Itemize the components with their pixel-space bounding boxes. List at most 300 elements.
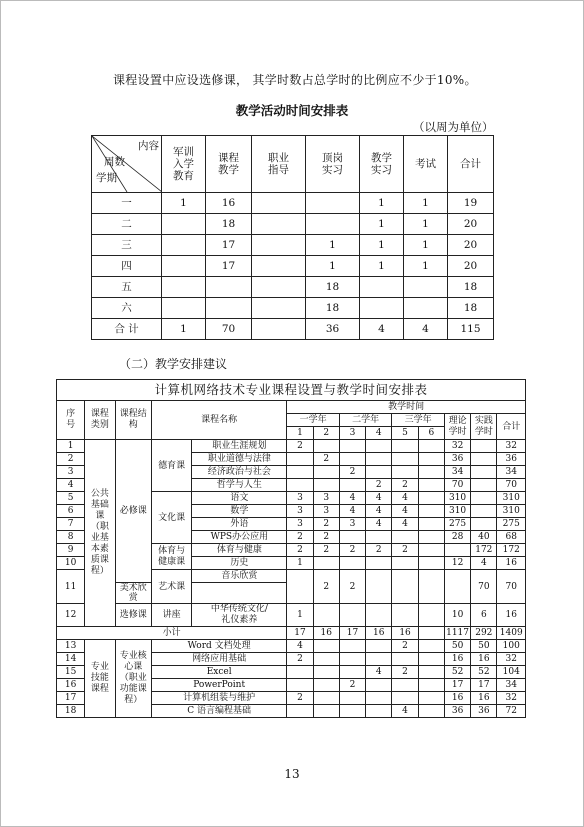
table-cell: 2 <box>366 479 392 492</box>
table-cell: 32 <box>497 440 526 453</box>
table-cell: 32 <box>444 440 470 453</box>
table-cell: 34 <box>497 466 526 479</box>
table-cell <box>418 653 444 666</box>
header-teaching-time: 教学时间 <box>287 401 526 414</box>
table-cell <box>339 705 365 718</box>
table-cell <box>471 505 497 518</box>
table-cell: 4 <box>360 319 404 340</box>
table-cell <box>313 466 339 479</box>
course-name: Excel <box>151 666 286 679</box>
table-cell: 275 <box>444 518 470 531</box>
table-cell: 70 <box>497 479 526 492</box>
group-pe-health: 体育与 健康课 <box>151 544 191 570</box>
table-cell <box>418 440 444 453</box>
table-cell: 2 <box>392 640 418 653</box>
table-cell: 2 <box>339 544 365 557</box>
table-cell <box>418 627 444 640</box>
table-cell <box>418 570 444 604</box>
table-cell: 2 <box>339 466 365 479</box>
course-name: WPS办公应用 <box>192 531 287 544</box>
table-cell: 4 <box>404 319 448 340</box>
table-cell <box>392 692 418 705</box>
header-term: 1 <box>287 427 313 440</box>
table-cell: 16 <box>444 653 470 666</box>
table1-header-cell: 教学 实习 <box>360 136 404 193</box>
table-cell <box>418 466 444 479</box>
table-cell <box>471 453 497 466</box>
table-cell: 20 <box>448 235 494 256</box>
table-cell: 36 <box>497 453 526 466</box>
table-cell <box>252 298 306 319</box>
table-cell <box>306 193 360 214</box>
header-term: 6 <box>418 427 444 440</box>
table-cell <box>162 298 206 319</box>
table-cell <box>206 277 252 298</box>
table-cell <box>162 277 206 298</box>
table-cell <box>339 653 365 666</box>
structure-elective: 选修课 <box>115 604 151 627</box>
table-cell: 16 <box>313 627 339 640</box>
course-name: C 语言编程基础 <box>151 705 286 718</box>
table-cell <box>360 298 404 319</box>
table1-header-cell: 合计 <box>448 136 494 193</box>
table-cell <box>392 440 418 453</box>
header-practice-hours: 实践 学时 <box>471 414 497 440</box>
table-row <box>92 214 494 235</box>
row-seq: 12 <box>57 604 85 627</box>
table-cell: 52 <box>471 666 497 679</box>
table-cell: 3 <box>287 505 313 518</box>
table-cell: 19 <box>448 193 494 214</box>
row-seq: 2 <box>57 453 85 466</box>
table-cell <box>418 679 444 692</box>
table-cell <box>313 557 339 570</box>
table1-header-cell: 顶岗 实习 <box>306 136 360 193</box>
table-row <box>92 319 494 340</box>
table-cell: 4 <box>392 705 418 718</box>
row-seq: 18 <box>57 705 85 718</box>
table-cell: 2 <box>287 653 313 666</box>
table-cell <box>287 479 313 492</box>
table-cell <box>339 453 365 466</box>
table-cell: 20 <box>448 214 494 235</box>
table-cell: 32 <box>497 653 526 666</box>
table-cell <box>366 557 392 570</box>
table-cell <box>418 531 444 544</box>
table-cell <box>471 492 497 505</box>
table-cell <box>404 298 448 319</box>
table-cell: 4 <box>287 640 313 653</box>
table-cell: 36 <box>444 453 470 466</box>
table-cell <box>252 235 306 256</box>
table-cell <box>392 570 418 604</box>
course-name: 音乐欣赏 <box>192 570 287 583</box>
table-cell: 172 <box>471 544 497 557</box>
subtotal-label: 小计 <box>57 627 287 640</box>
header-structure: 课程结 构 <box>115 401 151 440</box>
table-cell: 1 <box>287 557 313 570</box>
table-cell <box>366 679 392 692</box>
table-cell <box>339 557 365 570</box>
structure-core: 专业核 心课 （职业 功能课 程） <box>115 640 151 718</box>
table-cell <box>162 214 206 235</box>
table-cell <box>418 518 444 531</box>
table-cell <box>339 640 365 653</box>
table-cell: 292 <box>471 627 497 640</box>
table-cell: 17 <box>287 627 313 640</box>
row-seq: 9 <box>57 544 85 557</box>
group-lecture: 讲座 <box>151 604 191 627</box>
table-cell: 3 <box>287 518 313 531</box>
table-cell <box>392 604 418 627</box>
table-cell: 1117 <box>446 628 470 638</box>
header-year-1: 一学年 <box>287 414 340 427</box>
table-cell: 1 <box>306 235 360 256</box>
table-cell: 2 <box>313 570 339 604</box>
table-cell: 1 <box>287 604 313 627</box>
table-cell <box>252 277 306 298</box>
table-cell: 16 <box>392 627 418 640</box>
course-name: Word 文档处理 <box>151 640 286 653</box>
header-term: 3 <box>339 427 365 440</box>
table2-caption-row <box>57 380 526 401</box>
header-course-name: 课程名称 <box>151 401 286 440</box>
table-cell: 2 <box>287 544 313 557</box>
table-cell <box>366 604 392 627</box>
table-cell: 36 <box>306 319 360 340</box>
table-cell: 2 <box>366 544 392 557</box>
table-cell <box>471 466 497 479</box>
table-cell <box>418 692 444 705</box>
category-professional: 专业 技能 课程 <box>85 640 115 718</box>
table-cell: 4 <box>392 505 418 518</box>
table-row <box>92 298 494 319</box>
header-year-3: 三学年 <box>392 414 445 427</box>
table1-header-cell: 课程 教学 <box>206 136 252 193</box>
table-cell <box>418 453 444 466</box>
row-seq: 14 <box>57 653 85 666</box>
table-cell: 18 <box>206 214 252 235</box>
table-cell: 3 <box>339 518 365 531</box>
table-cell: 4 <box>366 492 392 505</box>
table-cell <box>392 466 418 479</box>
table-row <box>92 235 494 256</box>
table-cell <box>366 531 392 544</box>
table-cell: 17 <box>206 256 252 277</box>
table1-title: 教学活动时间安排表 <box>235 103 349 118</box>
table-cell <box>287 453 313 466</box>
table-cell: 18 <box>306 277 360 298</box>
table-cell <box>418 705 444 718</box>
table-cell: 18 <box>448 277 494 298</box>
table-cell <box>404 277 448 298</box>
header-seq: 序 号 <box>57 401 85 440</box>
table-cell: 一 <box>92 193 162 214</box>
table1-header-row <box>92 136 494 193</box>
group-moral: 德育课 <box>151 440 191 492</box>
page-number: 13 <box>284 767 300 781</box>
table-cell <box>252 214 306 235</box>
table2-header-row <box>57 401 526 414</box>
intro-paragraph: 课程设置中应设选修课， 其学时数占总学时的比例应不少于10%。 <box>113 73 477 87</box>
table-cell <box>392 679 418 692</box>
table-cell <box>366 440 392 453</box>
table-cell: 1 <box>360 235 404 256</box>
table-cell <box>392 557 418 570</box>
section-heading: （二）教学安排建议 <box>119 357 228 371</box>
table-cell: 1 <box>404 256 448 277</box>
table-cell: 50 <box>471 640 497 653</box>
table-cell <box>366 692 392 705</box>
table-cell: 4 <box>366 666 392 679</box>
corner-label-content: 内容 <box>138 140 159 152</box>
table-cell <box>313 705 339 718</box>
table-row <box>57 604 526 627</box>
course-schedule-table <box>56 379 526 718</box>
table-cell: 40 <box>471 531 497 544</box>
table-cell: 1 <box>162 193 206 214</box>
table-cell: 16 <box>366 627 392 640</box>
header-theory-hours: 理论 学时 <box>444 414 470 440</box>
row-seq: 15 <box>57 666 85 679</box>
table-cell: 4 <box>471 557 497 570</box>
table-cell: 52 <box>444 666 470 679</box>
table-cell <box>339 531 365 544</box>
table-cell <box>339 692 365 705</box>
structure-required: 必修课 <box>115 440 151 583</box>
table-cell: 2 <box>287 531 313 544</box>
table-cell: 五 <box>92 277 162 298</box>
table-cell: 10 <box>444 604 470 627</box>
course-name: 数学 <box>192 505 287 518</box>
table-cell <box>287 466 313 479</box>
table-cell: 6 <box>471 604 497 627</box>
table-cell <box>339 479 365 492</box>
table-cell: 20 <box>448 256 494 277</box>
table-cell: 16 <box>497 604 526 627</box>
course-name: 计算机组装与维护 <box>151 692 286 705</box>
table-cell <box>252 256 306 277</box>
table-cell: 合 计 <box>92 319 162 340</box>
table-cell: 1 <box>360 256 404 277</box>
table-cell: 四 <box>92 256 162 277</box>
table-row <box>57 440 526 453</box>
table-cell <box>366 705 392 718</box>
row-seq: 8 <box>57 531 85 544</box>
table-cell <box>392 653 418 666</box>
table-cell: 16 <box>497 557 526 570</box>
course-name: 中华传统文化/ 礼仪素养 <box>192 604 287 627</box>
category-public-basic: 公共 基础 课 （职 业基 本素 质课 程） <box>85 440 115 627</box>
table-cell: 4 <box>339 492 365 505</box>
course-name: 哲学与人生 <box>192 479 287 492</box>
course-name: 美术欣赏 <box>115 583 151 604</box>
row-seq: 3 <box>57 466 85 479</box>
course-name: 职业道德与法律 <box>192 453 287 466</box>
table-cell: 17 <box>471 679 497 692</box>
table-cell: 1 <box>360 193 404 214</box>
table-cell: 100 <box>497 640 526 653</box>
table-cell: 172 <box>497 544 526 557</box>
corner-label-weeks: 周数 <box>104 156 125 168</box>
table-cell: 4 <box>339 505 365 518</box>
table-cell <box>313 679 339 692</box>
table1-header-cell: 军训 入学 教育 <box>162 136 206 193</box>
table2-caption: 计算机网络技术专业课程设置与教学时间安排表 <box>57 380 526 401</box>
row-seq: 7 <box>57 518 85 531</box>
table-cell <box>471 518 497 531</box>
table-cell <box>162 256 206 277</box>
table-cell: 2 <box>313 531 339 544</box>
table-cell: 32 <box>497 692 526 705</box>
table-cell: 17 <box>206 235 252 256</box>
table-cell <box>366 653 392 666</box>
table-cell: 3 <box>313 492 339 505</box>
table-cell: 50 <box>444 640 470 653</box>
table-cell: 4 <box>392 518 418 531</box>
table-cell <box>418 492 444 505</box>
table-cell <box>471 479 497 492</box>
table-cell: 1 <box>404 193 448 214</box>
course-name: 语文 <box>192 492 287 505</box>
table-cell <box>418 557 444 570</box>
table-cell <box>313 666 339 679</box>
table-cell <box>287 679 313 692</box>
table-cell: 70 <box>471 570 497 604</box>
row-seq: 17 <box>57 692 85 705</box>
table-row-subtotal <box>57 627 526 640</box>
table-cell: 2 <box>287 692 313 705</box>
table-cell <box>392 453 418 466</box>
table-cell: 17 <box>444 679 470 692</box>
table-cell: 18 <box>306 298 360 319</box>
table-cell <box>418 640 444 653</box>
header-term: 5 <box>392 427 418 440</box>
header-total: 合计 <box>497 414 526 440</box>
table1-header-cell: 考试 <box>404 136 448 193</box>
course-name: 体育与健康 <box>192 544 287 557</box>
table-cell: 1 <box>162 319 206 340</box>
table-cell: 3 <box>287 492 313 505</box>
table-cell: 70 <box>206 319 252 340</box>
header-term: 4 <box>366 427 392 440</box>
table-cell: 18 <box>448 298 494 319</box>
table-cell <box>313 604 339 627</box>
table-cell: 4 <box>366 505 392 518</box>
table-cell: 2 <box>339 679 365 692</box>
table-cell: 12 <box>444 557 470 570</box>
group-culture: 文化课 <box>151 492 191 544</box>
table-cell <box>418 544 444 557</box>
table-cell <box>471 440 497 453</box>
table-cell: 2 <box>392 666 418 679</box>
table1-corner-cell <box>92 136 162 193</box>
row-seq: 6 <box>57 505 85 518</box>
header-year-2: 二学年 <box>339 414 392 427</box>
table-cell <box>366 570 392 604</box>
table-row <box>92 193 494 214</box>
table-cell: 34 <box>444 466 470 479</box>
table-cell: 2 <box>339 570 365 604</box>
table-cell <box>313 440 339 453</box>
table-cell: 1 <box>360 214 404 235</box>
table-cell <box>418 604 444 627</box>
row-seq: 11 <box>57 570 85 604</box>
header-category: 课程 类别 <box>85 401 115 440</box>
group-art: 艺术课 <box>151 570 191 604</box>
table-cell <box>287 705 313 718</box>
row-seq: 16 <box>57 679 85 692</box>
table-cell: 3 <box>313 505 339 518</box>
table-cell: 1409 <box>497 627 526 640</box>
table-row <box>57 640 526 653</box>
table-cell: 16 <box>206 193 252 214</box>
table-cell: 310 <box>497 505 526 518</box>
table-cell <box>418 505 444 518</box>
table-cell: 310 <box>444 492 470 505</box>
table-cell <box>287 570 313 604</box>
table-cell: 16 <box>471 692 497 705</box>
table-cell: 104 <box>497 666 526 679</box>
table-cell: 72 <box>497 705 526 718</box>
table-cell: 70 <box>444 479 470 492</box>
table-cell: 2 <box>313 518 339 531</box>
table-cell <box>366 453 392 466</box>
table-cell: 二 <box>92 214 162 235</box>
table-cell: 36 <box>471 705 497 718</box>
table-cell: 28 <box>444 531 470 544</box>
table-cell: 六 <box>92 298 162 319</box>
course-name: 经济政治与社会 <box>192 466 287 479</box>
table-cell <box>339 666 365 679</box>
table1-unit-note: （以周为单位） <box>413 120 494 134</box>
table-cell <box>313 479 339 492</box>
table-cell: 17 <box>339 627 365 640</box>
table1-header-cell: 职业 指导 <box>252 136 306 193</box>
table-cell: 2 <box>313 453 339 466</box>
table-cell: 4 <box>366 518 392 531</box>
table-cell <box>339 440 365 453</box>
row-seq: 5 <box>57 492 85 505</box>
corner-label-term: 学期 <box>96 172 117 184</box>
table-cell <box>339 604 365 627</box>
table-cell: 310 <box>497 492 526 505</box>
table-cell: 4 <box>392 492 418 505</box>
course-name: 历史 <box>192 557 287 570</box>
table-cell <box>418 479 444 492</box>
header-term: 2 <box>313 427 339 440</box>
table-cell <box>313 653 339 666</box>
table-cell: 68 <box>497 531 526 544</box>
table-cell: 115 <box>448 319 494 340</box>
course-name: 职业生涯规划 <box>192 440 287 453</box>
table-cell <box>366 466 392 479</box>
table-row <box>92 256 494 277</box>
table-cell: 275 <box>497 518 526 531</box>
table-cell: 2 <box>392 544 418 557</box>
table-cell <box>366 640 392 653</box>
table-cell <box>252 193 306 214</box>
course-name: PowerPoint <box>151 679 286 692</box>
row-seq: 4 <box>57 479 85 492</box>
table-cell: 2 <box>287 440 313 453</box>
table-cell: 34 <box>497 679 526 692</box>
table-cell <box>360 277 404 298</box>
table-cell <box>287 666 313 679</box>
course-name: 外语 <box>192 518 287 531</box>
table-cell: 70 <box>497 570 526 604</box>
table-cell: 1 <box>404 235 448 256</box>
